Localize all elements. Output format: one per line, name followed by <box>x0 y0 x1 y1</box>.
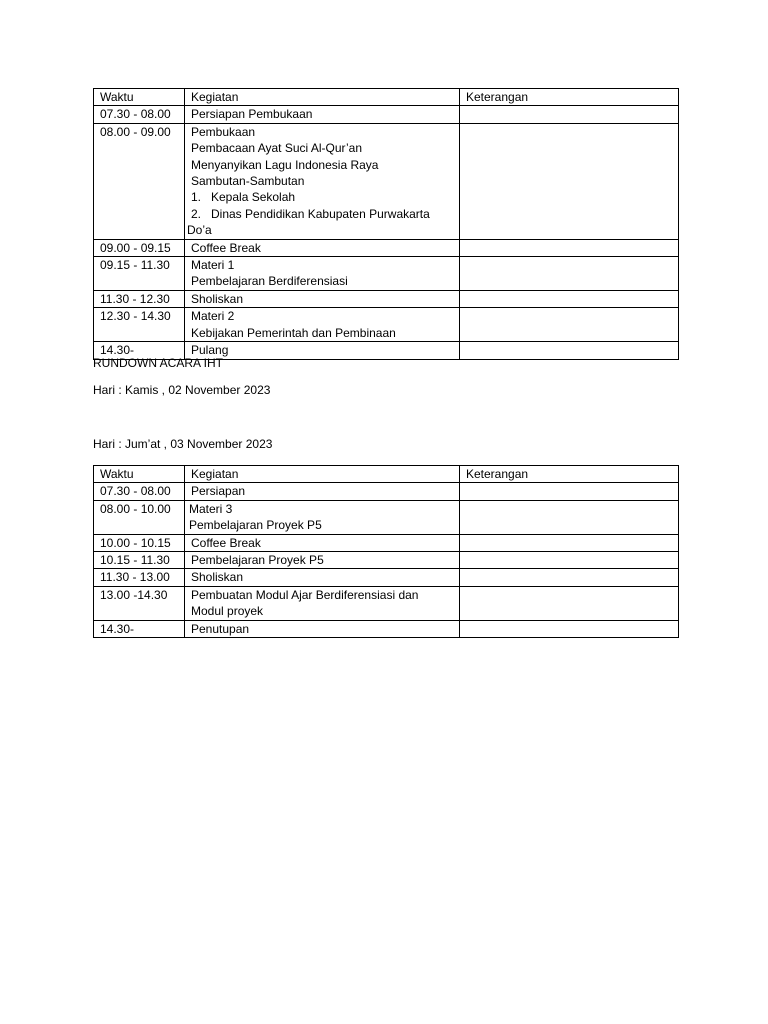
activity-cell <box>185 239 460 256</box>
activity-cell <box>185 123 460 239</box>
header-activity: Kegiatan <box>185 466 460 483</box>
time-cell: 10.15 - 11.30 <box>94 552 185 569</box>
activity-line: Materi 1 <box>191 258 235 273</box>
activity-cell <box>185 620 460 637</box>
activity-cell <box>185 257 460 291</box>
activity-cell <box>185 106 460 123</box>
time-cell: 14.30- <box>94 342 185 359</box>
activity-cell <box>185 569 460 586</box>
note-cell <box>460 569 679 586</box>
table-row <box>94 569 679 586</box>
activity-line: Sambutan-Sambutan <box>191 174 305 189</box>
activity-line: Do’a <box>187 223 212 238</box>
activity-line: Pembelajaran Proyek P5 <box>189 518 322 533</box>
activity-cell <box>185 552 460 569</box>
activity-cell <box>185 483 460 500</box>
note-cell <box>460 123 679 239</box>
table-row <box>94 483 679 500</box>
note-cell <box>460 308 679 342</box>
table-row <box>94 123 679 239</box>
numbered-item <box>191 206 459 222</box>
time-cell: 11.30 - 13.00 <box>94 569 185 586</box>
table-row <box>94 620 679 637</box>
activity-line: Pulang <box>191 343 229 358</box>
activity-line: Pembelajaran Berdiferensiasi <box>191 274 348 289</box>
header-time: Waktu <box>94 89 185 106</box>
document-title: RUNDOWN ACARA IHT <box>93 356 224 370</box>
activity-cell <box>185 290 460 307</box>
table-header-row <box>94 89 679 106</box>
note-cell <box>460 342 679 359</box>
note-cell <box>460 483 679 500</box>
table-row <box>94 534 679 551</box>
note-cell <box>460 106 679 123</box>
time-cell: 08.00 - 10.00 <box>94 500 185 534</box>
time-cell: 10.00 - 10.15 <box>94 534 185 551</box>
time-cell: 14.30- <box>94 620 185 637</box>
note-cell <box>460 586 679 620</box>
note-cell <box>460 534 679 551</box>
time-cell: 07.30 - 08.00 <box>94 483 185 500</box>
note-cell <box>460 500 679 534</box>
activity-line: Modul proyek <box>191 604 264 619</box>
activity-line: Materi 2 <box>191 309 235 324</box>
schedule-table-day2 <box>93 465 679 638</box>
header-time: Waktu <box>94 466 185 483</box>
time-cell: 09.15 - 11.30 <box>94 257 185 291</box>
table-row <box>94 552 679 569</box>
activity-line: Kebijakan Pemerintah dan Pembinaan <box>191 325 396 340</box>
item-number: 1. <box>191 190 202 205</box>
table-row <box>94 106 679 123</box>
day1-label: Hari : Kamis , 02 November 2023 <box>93 383 271 397</box>
schedule-table-day1 <box>93 88 679 360</box>
activity-cell <box>185 586 460 620</box>
activity-line: Pembukaan <box>191 124 256 139</box>
table-row <box>94 308 679 342</box>
note-cell <box>460 552 679 569</box>
activity-line: Penutupan <box>191 621 250 636</box>
activity-cell <box>185 308 460 342</box>
note-cell <box>460 620 679 637</box>
activity-cell <box>185 534 460 551</box>
activity-line: Sholiskan <box>191 291 244 306</box>
note-cell <box>460 290 679 307</box>
header-activity: Kegiatan <box>185 89 460 106</box>
note-cell <box>460 257 679 291</box>
time-cell: 12.30 - 14.30 <box>94 308 185 342</box>
activity-line: Coffee Break <box>191 240 261 255</box>
activity-cell <box>185 342 460 359</box>
note-cell <box>460 239 679 256</box>
activity-line: Persiapan <box>191 484 246 499</box>
table-row <box>94 500 679 534</box>
activity-line: Menyanyikan Lagu Indonesia Raya <box>191 157 379 172</box>
item-number: 2. <box>191 206 202 221</box>
day2-label: Hari : Jum’at , 03 November 2023 <box>93 437 273 451</box>
table-row <box>94 586 679 620</box>
numbered-item <box>191 189 459 205</box>
table-row <box>94 290 679 307</box>
activity-line: Materi 3 <box>189 501 233 516</box>
activity-line: Pembuatan Modul Ajar Berdiferensiasi dan <box>191 587 419 602</box>
time-cell: 08.00 - 09.00 <box>94 123 185 239</box>
time-cell: 09.00 - 09.15 <box>94 239 185 256</box>
header-note: Keterangan <box>460 89 679 106</box>
header-note: Keterangan <box>460 466 679 483</box>
table-header-row <box>94 466 679 483</box>
item-text: Dinas Pendidikan Kabupaten Purwakarta <box>211 206 430 221</box>
item-text: Kepala Sekolah <box>211 190 296 205</box>
table-row <box>94 257 679 291</box>
activity-cell <box>185 500 460 534</box>
table-row <box>94 239 679 256</box>
time-cell: 13.00 -14.30 <box>94 586 185 620</box>
time-cell: 11.30 - 12.30 <box>94 290 185 307</box>
time-cell: 07.30 - 08.00 <box>94 106 185 123</box>
activity-line: Pembacaan Ayat Suci Al-Qur’an <box>191 141 362 156</box>
activity-line: Pembelajaran Proyek P5 <box>191 553 324 568</box>
activity-line: Sholiskan <box>191 570 244 585</box>
activity-line: Coffee Break <box>191 535 261 550</box>
activity-line: Persiapan Pembukaan <box>191 107 313 122</box>
